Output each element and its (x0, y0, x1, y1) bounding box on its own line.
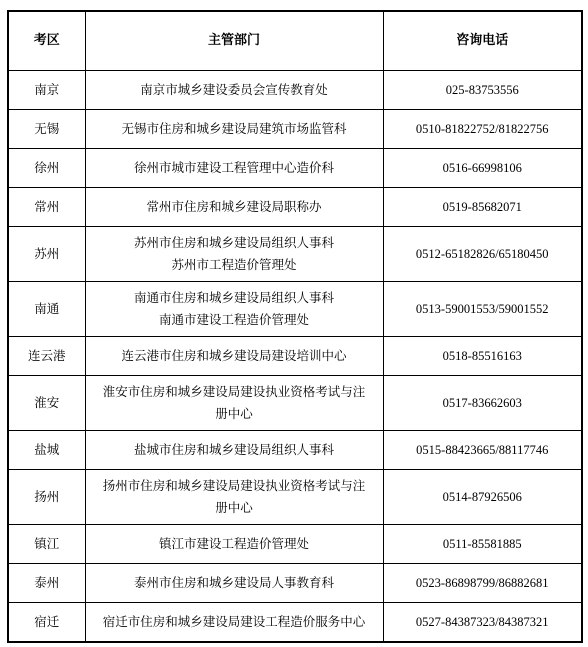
header-department: 主管部门 (85, 11, 383, 71)
header-phone: 咨询电话 (383, 11, 582, 71)
cell-phone: 0519-85682071 (383, 188, 582, 227)
cell-phone: 0518-85516163 (383, 337, 582, 376)
table-row (8, 110, 582, 149)
cell-department (85, 337, 383, 376)
cell-department (85, 282, 383, 337)
cell-region: 南通 (8, 282, 85, 337)
cell-region: 盐城 (8, 431, 85, 470)
cell-phone: 0512-65182826/65180450 (383, 227, 582, 282)
department-line: 连云港市住房和城乡建设局建设培训中心 (121, 348, 347, 363)
cell-region: 连云港 (8, 337, 85, 376)
table-row (8, 564, 582, 603)
cell-phone: 0514-87926506 (383, 470, 582, 525)
cell-region: 淮安 (8, 376, 85, 431)
table-row (8, 71, 582, 110)
cell-phone: 0515-88423665/88117746 (383, 431, 582, 470)
cell-department (85, 525, 383, 564)
table-row (8, 337, 582, 376)
table-row (8, 188, 582, 227)
department-line: 扬州市住房和城乡建设局建设执业资格考试与注 (102, 478, 366, 493)
table-header-row (8, 11, 582, 71)
cell-region: 徐州 (8, 149, 85, 188)
cell-region: 宿迁 (8, 603, 85, 643)
cell-phone: 0513-59001553/59001552 (383, 282, 582, 337)
cell-region: 无锡 (8, 110, 85, 149)
cell-phone: 0510-81822752/81822756 (383, 110, 582, 149)
cell-region: 泰州 (8, 564, 85, 603)
cell-phone: 0511-85581885 (383, 525, 582, 564)
department-line: 盐城市住房和城乡建设局组织人事科 (133, 442, 334, 457)
cell-department (85, 376, 383, 431)
table-row (8, 149, 582, 188)
department-line: 淮安市住房和城乡建设局建设执业资格考试与注 (102, 384, 366, 399)
department-line: 泰州市住房和城乡建设局人事教育科 (133, 575, 334, 590)
cell-region: 常州 (8, 188, 85, 227)
cell-phone: 0517-83662603 (383, 376, 582, 431)
department-line: 苏州市住房和城乡建设局组织人事科 (133, 235, 334, 250)
cell-department (85, 227, 383, 282)
department-line: 无锡市住房和城乡建设局建筑市场监管科 (121, 121, 347, 136)
cell-region: 苏州 (8, 227, 85, 282)
department-line: 宿迁市住房和城乡建设局建设工程造价服务中心 (102, 614, 366, 629)
cell-phone: 0516-66998106 (383, 149, 582, 188)
table-row (8, 470, 582, 525)
cell-region: 扬州 (8, 470, 85, 525)
cell-department (85, 431, 383, 470)
table-row (8, 603, 582, 643)
cell-department (85, 603, 383, 643)
cell-phone: 0523-86898799/86882681 (383, 564, 582, 603)
cell-phone: 025-83753556 (383, 71, 582, 110)
table-row (8, 431, 582, 470)
department-line: 南通市住房和城乡建设局组织人事科 (133, 290, 334, 305)
department-line: 南京市城乡建设委员会宣传教育处 (140, 82, 328, 97)
cell-region: 镇江 (8, 525, 85, 564)
contact-table (7, 10, 583, 643)
cell-department (85, 110, 383, 149)
department-line: 册中心 (215, 406, 253, 421)
cell-region: 南京 (8, 71, 85, 110)
department-line: 常州市住房和城乡建设局职称办 (146, 199, 322, 214)
cell-department (85, 564, 383, 603)
department-line: 镇江市建设工程造价管理处 (158, 536, 309, 551)
department-line: 南通市建设工程造价管理处 (158, 312, 309, 327)
header-region: 考区 (8, 11, 85, 71)
table-row (8, 227, 582, 282)
cell-phone: 0527-84387323/84387321 (383, 603, 582, 643)
cell-department (85, 71, 383, 110)
cell-department (85, 149, 383, 188)
table-row (8, 282, 582, 337)
department-line: 苏州市工程造价管理处 (171, 257, 297, 272)
department-line: 徐州市城市建设工程管理中心造价科 (133, 160, 334, 175)
department-line: 册中心 (215, 500, 253, 515)
cell-department (85, 470, 383, 525)
cell-department (85, 188, 383, 227)
table-body (8, 71, 582, 643)
table-row (8, 525, 582, 564)
table-row (8, 376, 582, 431)
